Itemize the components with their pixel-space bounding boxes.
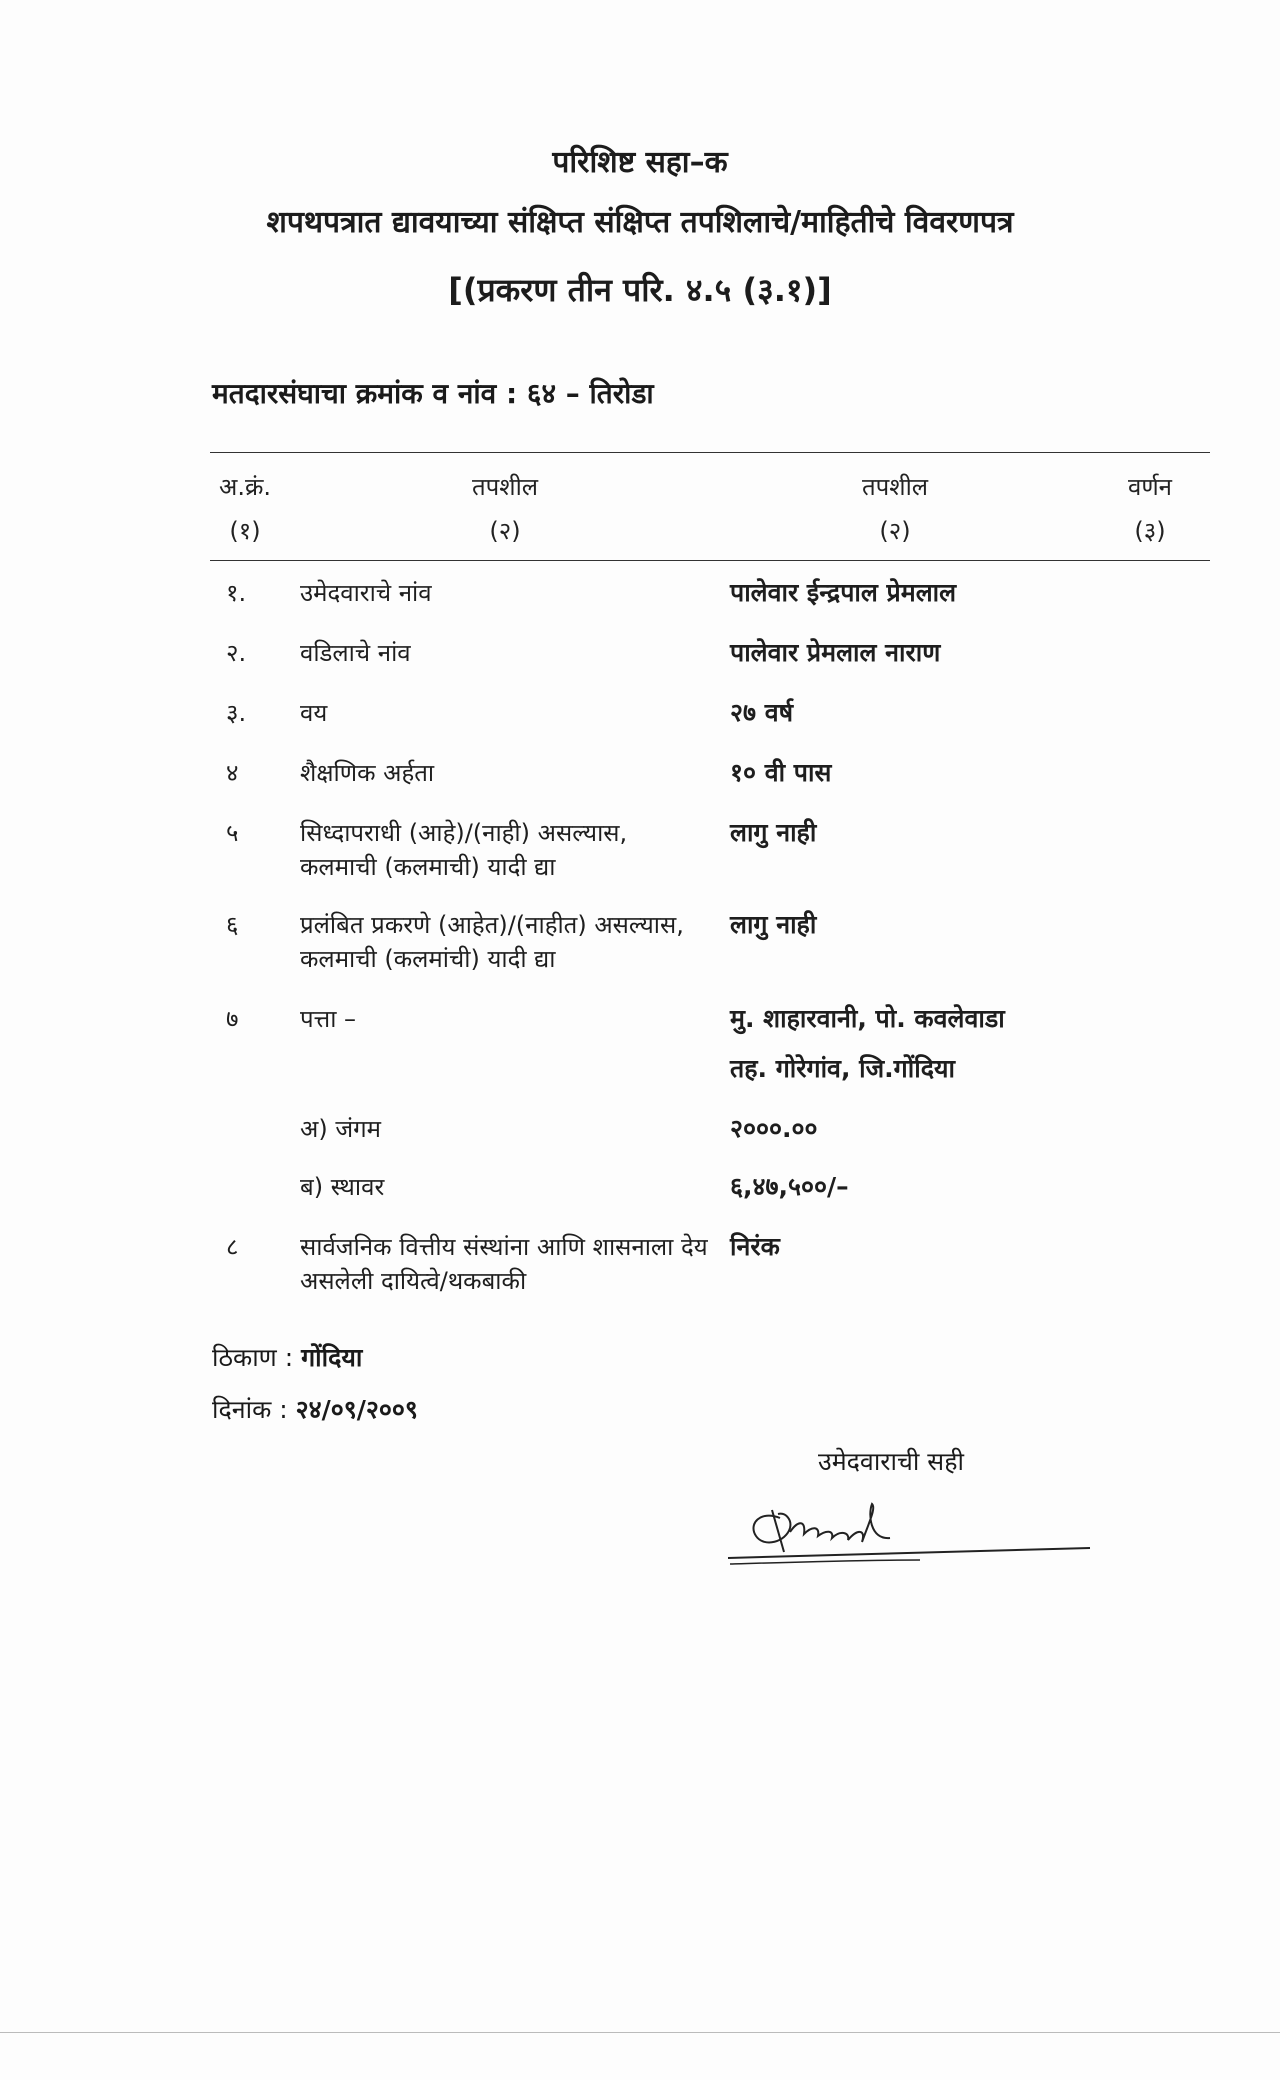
row-value: १० वी पास <box>730 758 832 787</box>
page-edge <box>0 2032 1280 2033</box>
col-header-details-num: (२) <box>489 517 521 545</box>
annexure-title: परिशिष्ट सहा–क <box>552 145 728 180</box>
row-num: २. <box>226 639 247 667</box>
col-header-details-2-num: (२) <box>879 517 911 545</box>
row-num: ८ <box>226 1233 239 1261</box>
date-line <box>212 1392 418 1426</box>
constituency-line: मतदारसंघाचा क्रमांक व नांव : ६४ – तिरोडा <box>212 377 654 410</box>
statement-title: शपथपत्रात द्यावयाच्या संक्षिप्त संक्षिप्त तपशिलाचे/माहितीचे विवरणपत्र <box>266 205 1014 240</box>
row-num: ६ <box>226 911 239 939</box>
row-label: वडिलाचे नांव <box>300 639 411 667</box>
row-num: ७ <box>226 1005 239 1033</box>
row-num: ३. <box>226 699 247 727</box>
date-label: दिनांक : <box>212 1395 288 1424</box>
row-value: २०००.०० <box>730 1114 818 1143</box>
row-value: मु. शाहारवानी, पो. कवलेवाडा <box>730 1004 1005 1033</box>
table-header-rule <box>210 560 1210 561</box>
col-header-description-num: (३) <box>1134 517 1166 545</box>
row-num: ५ <box>226 819 239 847</box>
chapter-reference: [(प्रकरण तीन परि. ४.५ (३.१)] <box>448 271 832 309</box>
row-value: लागु नाही <box>730 818 817 847</box>
place-line <box>212 1340 362 1374</box>
row-label: ब) स्थावर <box>300 1173 385 1201</box>
row-value: २७ वर्ष <box>730 698 794 727</box>
row-label: सार्वजनिक वित्तीय संस्थांना आणि शासनाला देय असलेली दायित्वे/थकबाकी <box>300 1233 708 1295</box>
row-value: लागु नाही <box>730 910 817 939</box>
col-header-serial-num: (१) <box>229 517 261 545</box>
row-num: ४ <box>226 759 239 787</box>
col-header-description: वर्णन <box>1127 473 1173 501</box>
row-label: शैक्षणिक अर्हता <box>300 759 435 787</box>
row-value: पालेवार प्रेमलाल नाराण <box>730 638 941 667</box>
col-header-details-2: तपशील <box>861 473 929 501</box>
row-num: १. <box>226 579 247 607</box>
candidate-signature <box>720 1480 1100 1570</box>
row-label: सिध्दापराधी (आहे)/(नाही) असल्यास, कलमाची (कलमाची) यादी द्या <box>300 819 628 881</box>
row-label: पत्ता – <box>300 1005 357 1033</box>
row-value: पालेवार ईन्द्रपाल प्रेमलाल <box>730 578 957 607</box>
row-value: ६,४७,५००/– <box>730 1172 849 1201</box>
row-label: अ) जंगम <box>300 1115 382 1143</box>
row-label: वय <box>300 699 328 727</box>
col-header-details: तपशील <box>471 473 539 501</box>
table-top-rule <box>210 452 1210 453</box>
row-value-line2: तह. गोरेगांव, जि.गोंदिया <box>730 1054 955 1083</box>
row-value: निरंक <box>730 1232 780 1261</box>
place-value: गोंदिया <box>301 1343 363 1372</box>
place-label: ठिकाण : <box>212 1343 294 1372</box>
col-header-serial: अ.क्रं. <box>218 473 272 501</box>
row-label: प्रलंबित प्रकरणे (आहेत)/(नाहीत) असल्यास, कलमाची (कलमांची) यादी द्या <box>300 911 684 973</box>
row-label: उमेदवाराचे नांव <box>300 579 432 607</box>
signature-label: उमेदवाराची सही <box>818 1447 964 1476</box>
date-value: २४/०९/२००९ <box>295 1395 418 1424</box>
